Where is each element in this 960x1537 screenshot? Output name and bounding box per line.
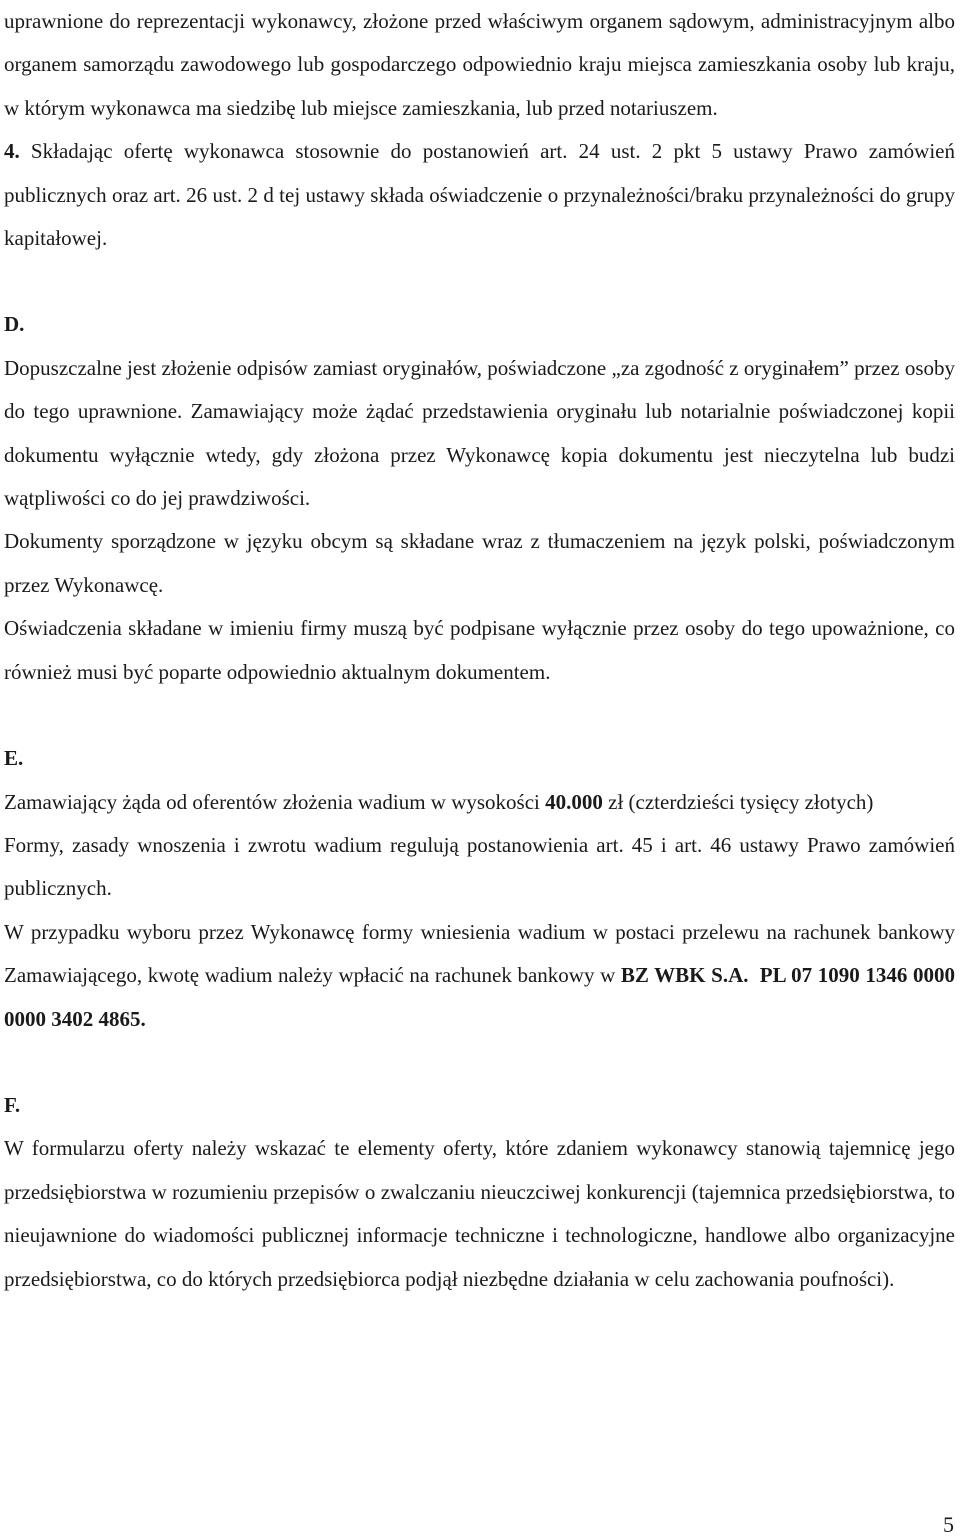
- section-e-paragraph-rules: Formy, zasady wnoszenia i zwrotu wadium regulują postanowienia art. 45 i art. 46 ustawy Prawo zamówień publicznych.: [4, 832, 955, 901]
- paragraph-item-4: [4, 130, 955, 260]
- page-number: 5: [943, 1512, 954, 1537]
- section-e-paragraph-transfer: [4, 911, 955, 1041]
- transfer-text: W przypadku wyboru przez Wykonawcę formy wniesienia wadium w postaci przelewu na rachunek bankowy Zamawiającego, kwotę wadium należy wpłacić na rachunek bankowy w: [4, 919, 955, 988]
- section-d-paragraph-translations: Dokumenty sporządzone w języku obcym są składane wraz z tłumaczeniem na język polski, poświadczonym przez Wykonawcę.: [4, 529, 955, 597]
- paragraph-authorization: uprawnione do reprezentacji wykonawcy, złożone przed właściwym organem sądowym, administracyjnym albo organem samorządu zawodowego lub gospodarczego odpowiednio kraju miejsca zamieszkania osoby lub kraju, w którym wykonawca ma siedzibę lub miejsce zamieszkania, lub przed notariuszem.: [4, 9, 955, 120]
- wadium-text-suffix: zł (czterdzieści tysięcy złotych): [602, 789, 874, 814]
- section-gap: [4, 694, 955, 737]
- section-f-heading: F.: [4, 1092, 21, 1117]
- section-gap: [4, 1041, 955, 1084]
- wadium-amount: 40.000: [545, 789, 603, 814]
- item-4-text: Składając ofertę wykonawca stosownie do postanowień art. 24 ust. 2 pkt 5 ustawy Prawo zamówień publicznych oraz art. 26 ust. 2 d tej ustawy składa oświadczenie o przynależności/braku przynależności do grupy kapitałowej.: [4, 139, 955, 251]
- section-gap: [4, 260, 955, 303]
- section-e-paragraph-wadium: [4, 781, 955, 824]
- document-page: [4, 0, 955, 1301]
- wadium-text-prefix: Zamawiający żąda od oferentów złożenia wadium w wysokości: [4, 789, 546, 814]
- section-d-paragraph-signatures: Oświadczenia składane w imieniu firmy muszą być podpisane wyłącznie przez osoby do tego upoważnione, co również musi być poparte odpowiednio aktualnym dokumentem.: [4, 616, 955, 684]
- section-e-heading: E.: [4, 746, 24, 771]
- section-f-paragraph-trade-secret: W formularzu oferty należy wskazać te elementy oferty, które zdaniem wykonawcy stanowią tajemnicę jego przedsiębiorstwa w rozumieniu przepisów o zwalczaniu nieuczciwej konkurencji (tajemnica przedsiębiorstwa, to nieujawnione do wiadomości publicznej informacje techniczne i technologiczne, handlowe albo organizacyjne przedsiębiorstwa, co do których przedsiębiorca podjął niezbędne działania w celu zachowania poufności).: [4, 1136, 955, 1291]
- section-d-paragraph-copies: Dopuszczalne jest złożenie odpisów zamiast oryginałów, poświadczone „za zgodność z oryginałem” przez osoby do tego uprawnione. Zamawiający może żądać przedstawienia oryginału lub notarialnie poświadczonej kopii dokumentu wyłącznie wtedy, gdy złożona przez Wykonawcę kopia dokumentu jest nieczytelna lub budzi wątpliwości co do jej prawdziwości.: [4, 355, 955, 511]
- section-d-heading: D.: [4, 312, 25, 337]
- bank-account-number: PL 07 1090 1346 0000 0000 3402 4865.: [4, 963, 956, 1031]
- bank-name: BZ WBK S.A.: [620, 963, 749, 988]
- item-4-number: 4.: [4, 139, 20, 164]
